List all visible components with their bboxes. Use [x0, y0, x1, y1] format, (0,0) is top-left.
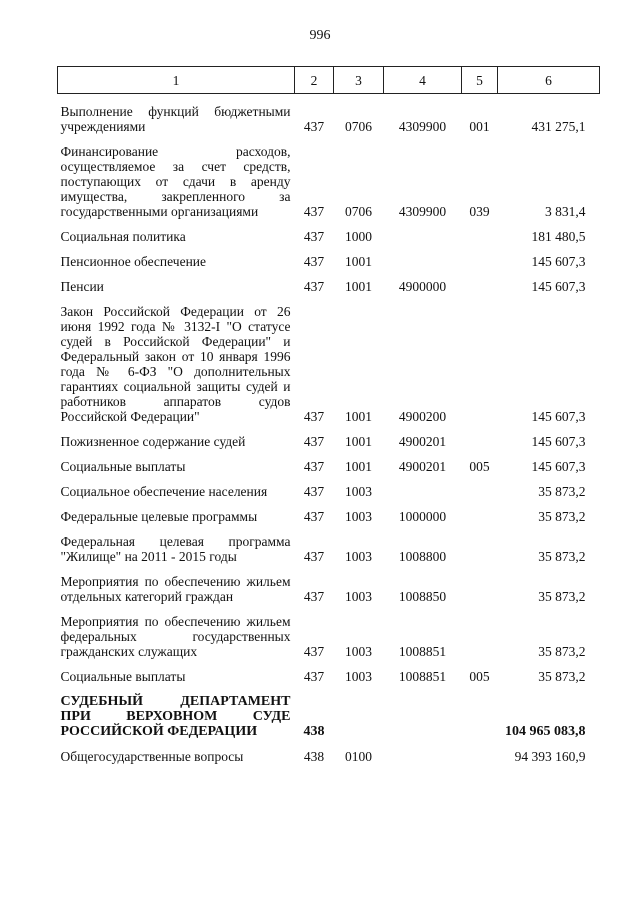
table-row [58, 614, 600, 659]
row-spacer-cell [58, 499, 600, 509]
row-section-code: 1001 [345, 279, 372, 294]
header-cell-ministry: 2 [295, 67, 334, 94]
row-name: Федеральная целевая программа "Жилище" на 2011 - 2015 годы [60, 534, 291, 564]
row-section-code: 1003 [345, 589, 372, 604]
header-cell-amount: 6 [498, 67, 600, 94]
row-spacer [58, 739, 600, 749]
row-amount: 145 607,3 [531, 459, 586, 474]
row-expense-type: 005 [469, 459, 490, 474]
header-cell-section: 3 [334, 67, 384, 94]
row-section-code: 1003 [345, 549, 372, 564]
row-ministry-code: 437 [303, 669, 325, 684]
row-amount: 145 607,3 [531, 434, 586, 449]
header-cell-expense-type: 5 [462, 67, 498, 94]
row-spacer-cell [58, 524, 600, 534]
row-target-article [384, 229, 462, 244]
row-target-article: 1008851 [398, 644, 447, 659]
row-target-article [384, 749, 462, 764]
row-amount: 3 831,4 [545, 204, 586, 219]
row-target-article: 4900201 [398, 459, 447, 474]
row-section-code: 1001 [345, 254, 372, 269]
row-expense-type [462, 484, 498, 499]
row-amount: 35 873,2 [538, 644, 586, 659]
row-expense-type [462, 509, 498, 524]
table-row [58, 144, 600, 219]
row-amount: 181 480,5 [531, 229, 586, 244]
row-name: Мероприятия по обеспечению жильем федеральных государственных гражданских служащих [60, 614, 291, 659]
table-row [58, 304, 600, 424]
row-amount: 35 873,2 [538, 509, 586, 524]
row-name: Мероприятия по обеспечению жильем отдельных категорий граждан [60, 574, 291, 604]
table-row [58, 434, 600, 449]
row-spacer-cell [58, 244, 600, 254]
row-spacer-cell [58, 424, 600, 434]
row-target-article: 1008851 [398, 669, 447, 684]
page-number: 996 [309, 28, 331, 43]
row-section-code: 0100 [345, 749, 372, 764]
row-target-article: 1008800 [398, 549, 447, 564]
row-name: Выполнение функций бюджетными учреждениями [60, 104, 291, 134]
row-ministry-code: 437 [303, 589, 325, 604]
row-amount: 431 275,1 [531, 119, 586, 134]
row-target-article [384, 254, 462, 269]
row-spacer-cell [58, 94, 600, 105]
row-target-article: 4309900 [398, 119, 447, 134]
row-ministry-code: 437 [303, 254, 325, 269]
row-amount: 145 607,3 [531, 254, 586, 269]
table-row [58, 104, 600, 134]
row-target-article [384, 694, 462, 739]
row-spacer [58, 294, 600, 304]
row-amount: 94 393 160,9 [514, 749, 586, 764]
table-row [58, 229, 600, 244]
row-ministry-code: 437 [303, 119, 325, 134]
row-expense-type [462, 254, 498, 269]
table-row [58, 254, 600, 269]
row-name: СУДЕБНЫЙ ДЕПАРТАМЕНТ ПРИ ВЕРХОВНОМ СУДЕ РОССИЙСКОЙ ФЕДЕРАЦИИ [60, 694, 291, 739]
row-name: Социальные выплаты [60, 459, 186, 474]
row-name: Общегосударственные вопросы [60, 749, 244, 764]
budget-table [57, 66, 600, 764]
row-section-code [334, 694, 384, 739]
row-expense-type [462, 694, 498, 739]
header-cell-name: 1 [58, 67, 295, 94]
table-row [58, 459, 600, 474]
row-spacer [58, 219, 600, 229]
row-spacer-cell [58, 269, 600, 279]
row-section-code: 1003 [345, 509, 372, 524]
row-ministry-code: 437 [303, 484, 325, 499]
row-spacer [58, 659, 600, 669]
row-target-article [384, 484, 462, 499]
row-ministry-code: 437 [303, 509, 325, 524]
row-target-article: 1000000 [398, 509, 447, 524]
row-expense-type: 005 [469, 669, 490, 684]
row-expense-type [462, 229, 498, 244]
row-spacer-cell [58, 739, 600, 749]
row-name: Пенсии [60, 279, 104, 294]
row-spacer-cell [58, 604, 600, 614]
row-name: Закон Российской Федерации от 26 июня 1992 года № 3132-I "О статусе судей в Российской Федерации" и Федеральный закон от 10 января 1996 года № 6-ФЗ "О дополнительных гарантиях социальной защиты судей и работников аппаратов судов Российской Федерации" [60, 304, 291, 424]
row-target-article: 1008850 [398, 589, 447, 604]
row-amount: 35 873,2 [538, 589, 586, 604]
row-ministry-code: 437 [303, 549, 325, 564]
table-row [58, 669, 600, 684]
row-target-article: 4900201 [398, 434, 447, 449]
row-section-code: 1001 [345, 459, 372, 474]
row-expense-type: 039 [469, 204, 490, 219]
row-expense-type [462, 574, 498, 604]
row-name: Пожизненное содержание судей [60, 434, 246, 449]
row-expense-type: 001 [469, 119, 490, 134]
row-name: Федеральные целевые программы [60, 509, 258, 524]
row-section-code: 1003 [345, 669, 372, 684]
table-row [58, 484, 600, 499]
row-name: Социальная политика [60, 229, 186, 244]
row-spacer [58, 424, 600, 434]
row-amount: 35 873,2 [538, 669, 586, 684]
row-expense-type [462, 749, 498, 764]
row-amount: 35 873,2 [538, 484, 586, 499]
table-row [58, 694, 600, 739]
row-spacer [58, 134, 600, 144]
row-amount: 35 873,2 [538, 549, 586, 564]
row-name: Финансирование расходов, осуществляемое за счет средств, поступающих от сдачи в аренду имущества, закрепленного за государственными организациями [60, 144, 291, 219]
row-ministry-code: 437 [303, 409, 325, 424]
row-section-code: 1003 [345, 484, 372, 499]
row-name: Пенсионное обеспечение [60, 254, 207, 269]
row-ministry-code: 437 [303, 204, 325, 219]
row-section-code: 0706 [345, 119, 372, 134]
row-expense-type [462, 434, 498, 449]
row-section-code: 0706 [345, 204, 372, 219]
row-amount: 104 965 083,8 [505, 724, 586, 739]
row-spacer [58, 94, 600, 105]
row-spacer-cell [58, 474, 600, 484]
row-spacer [58, 524, 600, 534]
row-section-code: 1001 [345, 434, 372, 449]
row-ministry-code: 437 [303, 279, 325, 294]
row-spacer-cell [58, 294, 600, 304]
row-expense-type [462, 534, 498, 564]
row-spacer [58, 604, 600, 614]
row-expense-type [462, 304, 498, 424]
row-spacer [58, 499, 600, 509]
table-row [58, 534, 600, 564]
table-row [58, 279, 600, 294]
row-spacer-cell [58, 134, 600, 144]
row-spacer [58, 684, 600, 694]
row-target-article: 4309900 [398, 204, 447, 219]
table-row [58, 574, 600, 604]
table-row [58, 749, 600, 764]
row-spacer-cell [58, 219, 600, 229]
row-spacer-cell [58, 684, 600, 694]
header-row [58, 67, 600, 94]
row-spacer [58, 269, 600, 279]
row-name: Социальное обеспечение населения [60, 484, 268, 499]
row-target-article: 4900000 [398, 279, 447, 294]
row-section-code: 1003 [345, 644, 372, 659]
row-ministry-code: 437 [303, 229, 325, 244]
row-ministry-code: 437 [303, 644, 325, 659]
row-ministry-code: 437 [303, 459, 325, 474]
row-section-code: 1001 [345, 409, 372, 424]
row-section-code: 1000 [345, 229, 372, 244]
row-expense-type [462, 614, 498, 659]
row-spacer-cell [58, 659, 600, 669]
row-spacer [58, 474, 600, 484]
row-amount: 145 607,3 [531, 409, 586, 424]
row-name: Социальные выплаты [60, 669, 186, 684]
row-spacer [58, 449, 600, 459]
row-spacer [58, 564, 600, 574]
row-spacer [58, 244, 600, 254]
table-row [58, 509, 600, 524]
row-ministry-code: 438 [303, 749, 325, 764]
header-cell-target-article: 4 [384, 67, 462, 94]
row-spacer-cell [58, 449, 600, 459]
row-ministry-code: 437 [303, 434, 325, 449]
row-ministry-code: 438 [303, 724, 325, 739]
row-expense-type [462, 279, 498, 294]
row-spacer-cell [58, 564, 600, 574]
row-target-article: 4900200 [398, 409, 447, 424]
row-amount: 145 607,3 [531, 279, 586, 294]
